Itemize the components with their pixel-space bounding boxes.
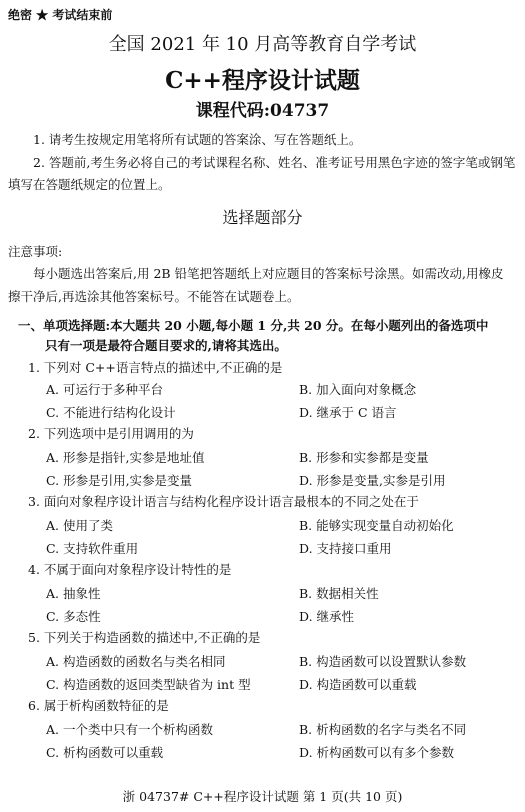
option-c: C. 构造函数的返回类型缺省为 int 型 [46, 677, 251, 692]
instruction-2-line-1: 2. 答题前,考生务必将自己的考试课程名称、姓名、准考证号用黑色字迹的签字笔或钢笔 [33, 155, 516, 170]
notes-line-2: 擦干净后,再选涂其他答案标号。不能答在试题卷上。 [8, 289, 300, 304]
option-c: C. 形参是引用,实参是变量 [46, 473, 193, 488]
option-d: D. 继承于 C 语言 [299, 405, 397, 420]
option-c: C. 多态性 [46, 609, 101, 624]
option-d: D. 析构函数可以有多个参数 [299, 745, 455, 760]
page-footer: 浙 04737# C++程序设计试题 第 1 页(共 10 页) [122, 789, 403, 804]
part-heading-line-2: 只有一项是最符合题目要求的,请将其选出。 [45, 338, 287, 353]
notes-line-1: 每小题选出答案后,用 2B 铅笔把答题纸上对应题目的答案标号涂黑。如需改动,用橡皮 [33, 266, 504, 281]
question-stem: 5. 下列关于构造函数的描述中,不正确的是 [28, 630, 261, 645]
option-d: D. 继承性 [299, 609, 355, 624]
question-stem: 1. 下列对 C++语言特点的描述中,不正确的是 [28, 360, 283, 375]
question-stem: 2. 下列选项中是引用调用的为 [28, 426, 194, 441]
notes-label: 注意事项: [8, 244, 63, 259]
option-c: C. 支持软件重用 [46, 541, 139, 556]
option-a: A. 一个类中只有一个析构函数 [46, 722, 213, 737]
option-b: B. 构造函数可以设置默认参数 [299, 654, 467, 669]
option-a: A. 形参是指针,实参是地址值 [46, 450, 205, 465]
option-c: C. 不能进行结构化设计 [46, 405, 176, 420]
question-stem: 4. 不属于面向对象程序设计特性的是 [28, 562, 232, 577]
option-d: D. 形参是变量,实参是引用 [299, 473, 446, 488]
subject-title: C++程序设计试题 [165, 67, 360, 94]
course-code: 课程代码:04737 [195, 101, 330, 121]
option-a: A. 使用了类 [46, 518, 113, 533]
part-heading-line-1: 一、单项选择题:本大题共 20 小题,每小题 1 分,共 20 分。在每小题列出的备选项中 [18, 318, 489, 333]
option-a: A. 构造函数的函数名与类名相同 [46, 654, 226, 669]
option-b: B. 能够实现变量自动初始化 [299, 518, 454, 533]
question-stem: 3. 面向对象程序设计语言与结构化程序设计语言最根本的不同之处在于 [28, 494, 419, 509]
option-b: B. 形参和实参都是变量 [299, 450, 429, 465]
option-b: B. 数据相关性 [299, 586, 379, 601]
secrecy-label: 绝密 ★ 考试结束前 [8, 8, 113, 22]
question-stem: 6. 属于析构函数特征的是 [28, 698, 169, 713]
option-a: A. 可运行于多种平台 [46, 382, 163, 397]
option-a: A. 抽象性 [46, 586, 101, 601]
exam-title: 全国 2021 年 10 月高等教育自学考试 [108, 34, 417, 55]
option-c: C. 析构函数可以重载 [46, 745, 164, 760]
instruction-1: 1. 请考生按规定用笔将所有试题的答案涂、写在答题纸上。 [33, 132, 362, 147]
option-d: D. 构造函数可以重载 [299, 677, 417, 692]
option-b: B. 加入面向对象概念 [299, 382, 417, 397]
option-b: B. 析构函数的名字与类名不同 [299, 722, 467, 737]
option-d: D. 支持接口重用 [299, 541, 392, 556]
instruction-2-line-2: 填写在答题纸规定的位置上。 [8, 177, 171, 192]
section-title: 选择题部分 [222, 208, 303, 227]
